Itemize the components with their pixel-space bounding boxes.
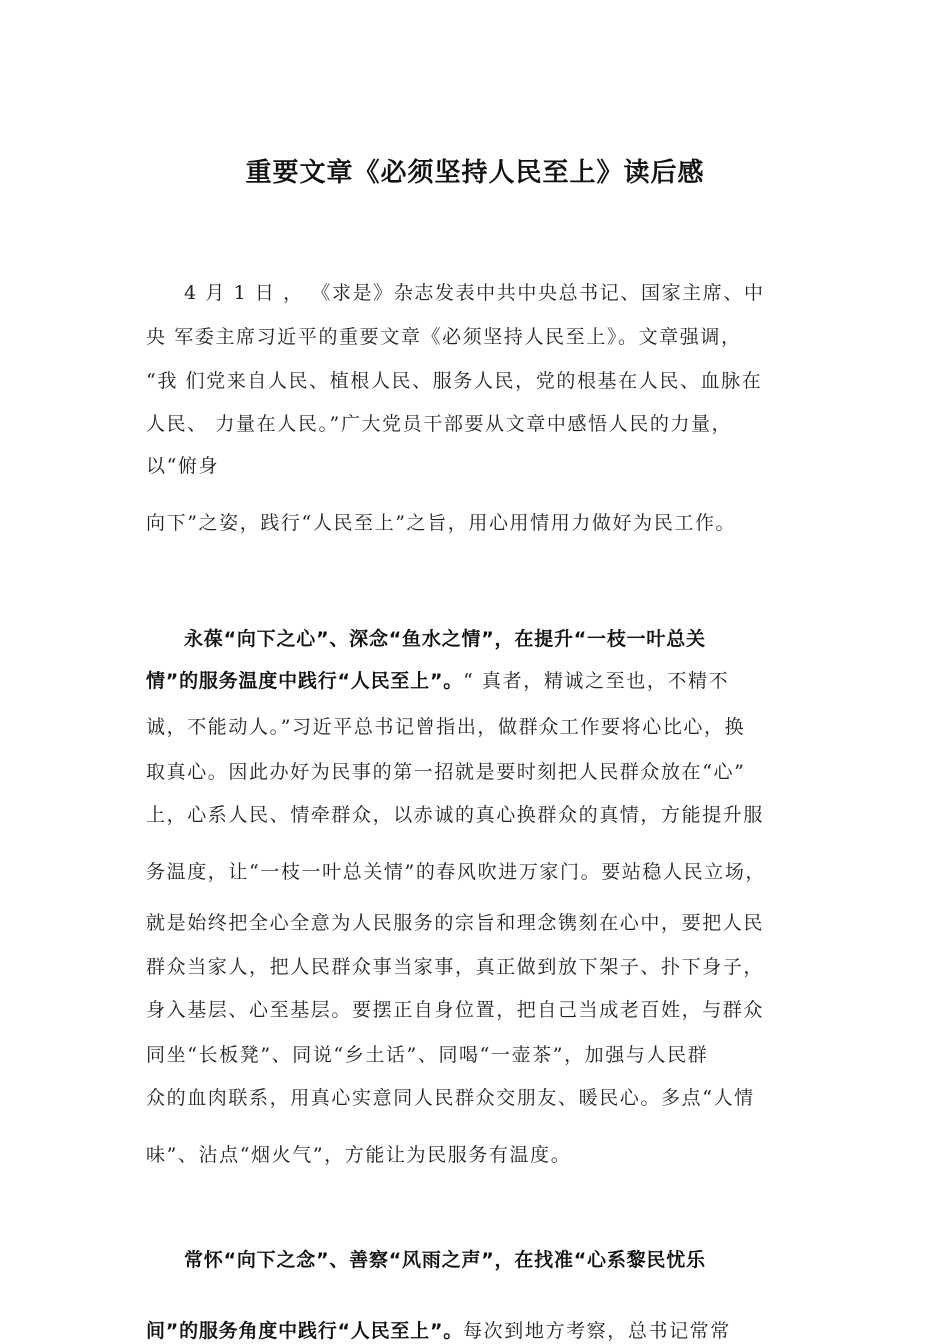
paragraph-3-heading-line-1: 常怀“向下之念”、善察“风雨之声”，在找准“心系黎民忧乐 [184, 1249, 706, 1271]
paragraph-3-heading-line-2: 间”的服务角度中践行“人民至上”。 [146, 1320, 464, 1342]
paragraph-2-line-4: 取真心。因此办好为民事的第一招就是要时刻把人民群众放在“心” [146, 761, 746, 783]
paragraph-1-line-3: “我 们党来自人民、植根人民、服务人民，党的根基在人民、血脉在 [146, 370, 763, 392]
paragraph-2-line-8: 群众当家人，把人民群众事当家事，真正做到放下架子、扑下身子， [146, 956, 765, 978]
paragraph-1-line-5: 以“俯身 [146, 455, 220, 477]
paragraph-2-line-7: 就是始终把全心全意为人民服务的宗旨和理念镌刻在心中，要把人民 [146, 912, 765, 934]
paragraph-1-line-4: 人民、 力量在人民。”广大党员干部要从文章中感悟人民的力量， [146, 413, 733, 435]
paragraph-3-line-2-text: 每次到地方考察，总书记常常 [463, 1320, 731, 1342]
paragraph-2-line-5: 上，心系人民、情牵群众，以赤诚的真心换群众的真情，方能提升服 [146, 804, 765, 826]
paragraph-2-line-12: 味”、沾点“烟火气”，方能让为民服务有温度。 [146, 1144, 572, 1166]
paragraph-1-line-6: 向下”之姿，践行“人民至上”之旨，用心用情用力做好为民工作。 [146, 512, 737, 534]
paragraph-2-line-3: 诚，不能动人。”习近平总书记曾指出，做群众工作要将心比心，换 [146, 716, 746, 738]
paragraph-3-line-2 [146, 1316, 731, 1343]
paragraph-2-heading-line-2: 情”的服务温度中践行“人民至上”。 [146, 670, 464, 692]
paragraph-1-line-1: 4 月 1 日 ， 《求是》杂志发表中共中央总书记、国家主席、中 [184, 282, 765, 304]
document-title: 重要文章《必须坚持人民至上》读后感 [245, 158, 705, 188]
paragraph-2-line-2-text: “ 真者，精诚之至也，不精不 [463, 670, 730, 692]
paragraph-2-line-2 [146, 666, 729, 693]
paragraph-2-line-10: 同坐“长板凳”、同说“乡土话”、同喝“一壶茶”，加强与人民群 [146, 1044, 709, 1066]
paragraph-2-heading-line-1: 永葆“向下之心”、深念“鱼水之情”，在提升“一枝一叶总关 [184, 628, 706, 650]
paragraph-2-line-6: 务温度，让“一枝一叶总关情”的春风吹进万家门。要站稳人民立场， [146, 861, 767, 883]
paragraph-2-line-11: 众的血肉联系，用真心实意同人民群众交朋友、暖民心。多点“人情 [146, 1087, 755, 1109]
paragraph-1-line-2: 央 军委主席习近平的重要文章《必须坚持人民至上》。文章强调， [146, 326, 742, 348]
paragraph-2-line-9: 身入基层、心至基层。要摆正自身位置，把自己当成老百姓，与群众 [146, 999, 765, 1021]
